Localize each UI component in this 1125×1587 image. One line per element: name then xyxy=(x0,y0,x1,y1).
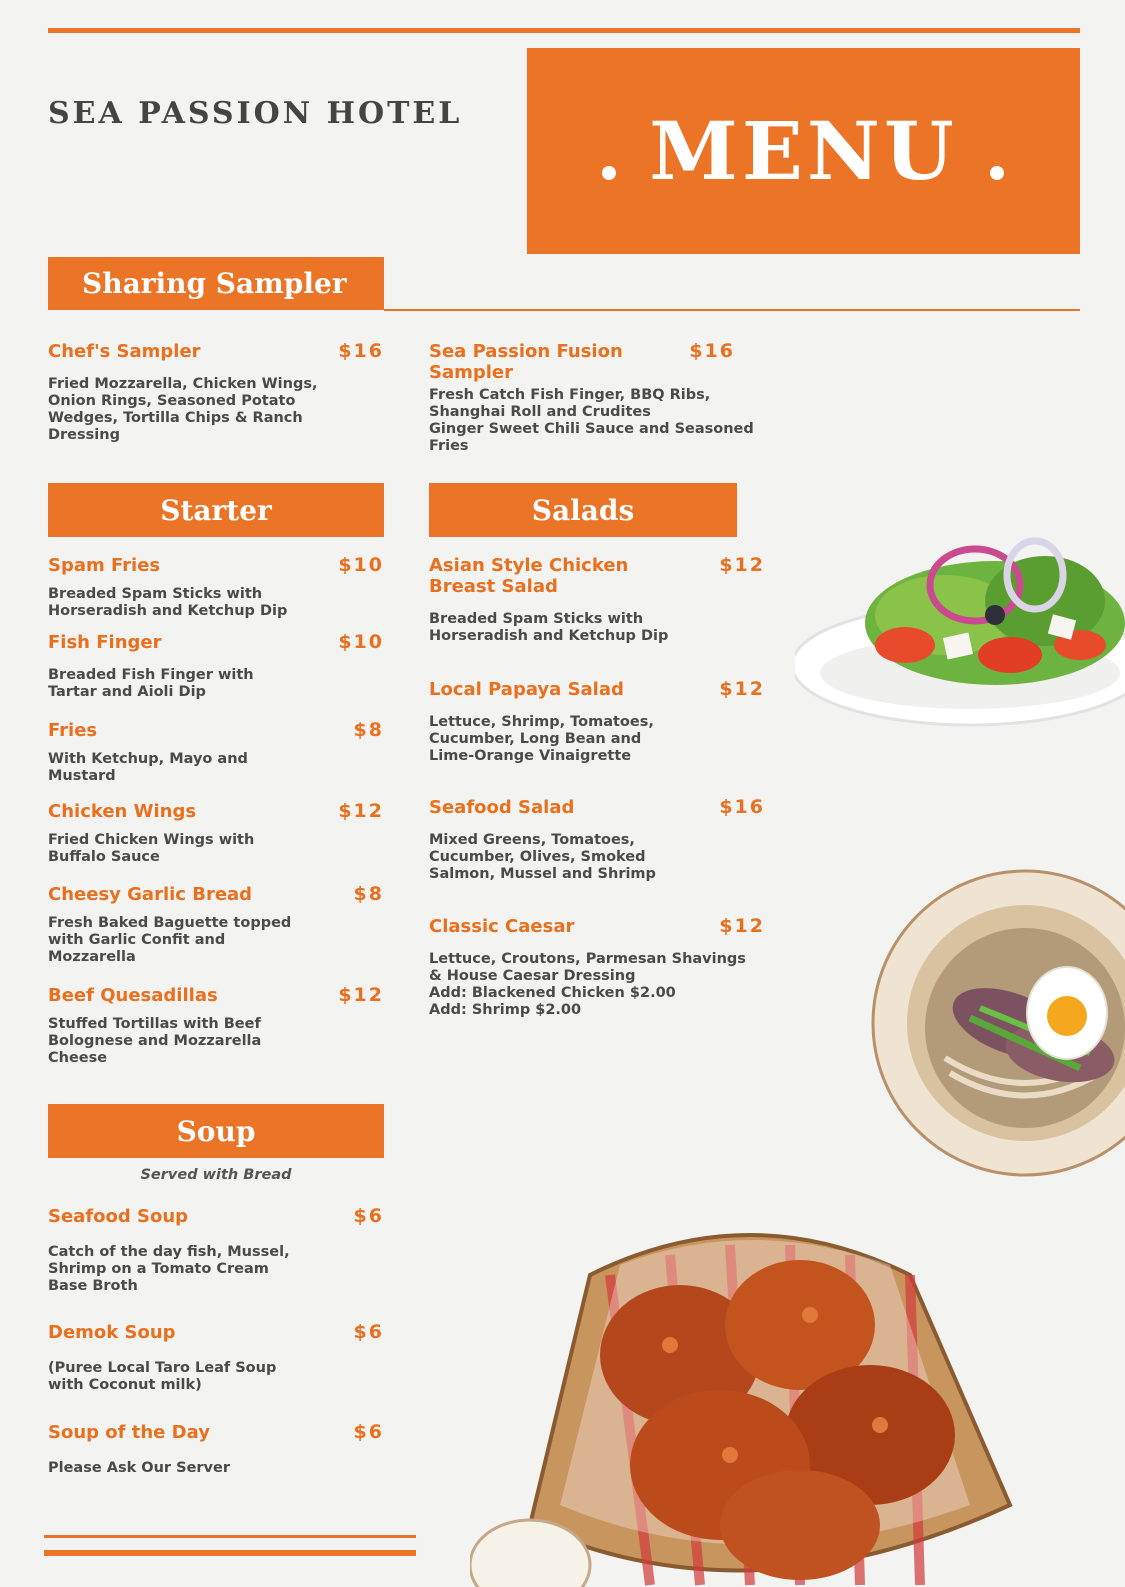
item-description: Breaded Spam Sticks with Horseradish and Ketchup Dip xyxy=(429,611,669,644)
menu-item-sea-passion-fusion-sampler xyxy=(429,341,767,455)
item-name: Fish Finger xyxy=(48,632,162,653)
sharing-rule xyxy=(384,309,1080,311)
item-description: Lettuce, Shrimp, Tomatoes, Cucumber, Long Bean and Lime-Orange Vinaigrette xyxy=(429,714,654,764)
menu-item-cheesy-garlic-bread xyxy=(48,884,384,966)
item-description: Fresh Catch Fish Finger, BBQ Ribs, Shanghai Roll and Crudites Ginger Sweet Chili Sauce and Seasoned Fries xyxy=(429,387,754,454)
item-price: $12 xyxy=(719,554,765,576)
item-description: Please Ask Our Server xyxy=(48,1460,230,1476)
menu-dot-right xyxy=(990,166,1004,180)
soup-note: Served with Bread xyxy=(140,1167,292,1183)
item-price: $12 xyxy=(338,984,384,1006)
item-description: Breaded Fish Finger with Tartar and Aioli Dip xyxy=(48,667,254,700)
item-description: Catch of the day fish, Mussel, Shrimp on a Tomato Cream Base Broth xyxy=(48,1244,290,1294)
menu-item-beef-quesadillas xyxy=(48,985,384,1067)
menu-item-seafood-salad xyxy=(429,797,765,883)
salad-bowl-illustration xyxy=(795,505,1125,745)
item-description: (Puree Local Taro Leaf Soup with Coconut milk) xyxy=(48,1360,277,1393)
menu-item-fish-finger xyxy=(48,632,384,701)
menu-item-chicken-wings xyxy=(48,801,384,866)
item-price: $12 xyxy=(719,678,765,700)
menu-item-demok-soup xyxy=(48,1322,384,1394)
item-price: $12 xyxy=(338,800,384,822)
item-price: $12 xyxy=(719,915,765,937)
section-header-sharing-sampler xyxy=(48,257,384,310)
item-name: Demok Soup xyxy=(48,1322,176,1343)
menu-item-spam-fries xyxy=(48,555,384,620)
menu-title: MENU xyxy=(649,104,958,198)
item-name: Local Papaya Salad xyxy=(429,679,624,700)
section-header-salads xyxy=(429,483,737,537)
item-description: Breaded Spam Sticks with Horseradish and Ketchup Dip xyxy=(48,586,288,619)
section-title: Starter xyxy=(160,493,272,527)
item-name: Chef's Sampler xyxy=(48,341,201,362)
section-title: Sharing Sampler xyxy=(82,267,347,300)
section-header-starter xyxy=(48,483,384,537)
item-name: Soup of the Day xyxy=(48,1422,210,1443)
item-name: Asian Style Chicken Breast Salad xyxy=(429,555,629,597)
item-name: Beef Quesadillas xyxy=(48,985,218,1006)
item-name: Sea Passion Fusion Sampler xyxy=(429,341,623,383)
section-title: Salads xyxy=(531,493,635,527)
menu-item-seafood-soup xyxy=(48,1206,384,1295)
bottom-rule-thick xyxy=(44,1550,416,1556)
item-name: Cheesy Garlic Bread xyxy=(48,884,253,905)
item-price: $16 xyxy=(689,340,735,362)
item-price: $10 xyxy=(338,631,384,653)
section-header-soup xyxy=(48,1104,384,1158)
item-price: $6 xyxy=(353,1421,384,1443)
menu-item-fries xyxy=(48,720,384,785)
item-price: $16 xyxy=(338,340,384,362)
hotel-name: SEA PASSION HOTEL xyxy=(48,96,463,131)
top-rule xyxy=(48,28,1080,33)
menu-dot-left xyxy=(602,166,616,180)
item-description: Stuffed Tortillas with Beef Bolognese and Mozzarella Cheese xyxy=(48,1016,262,1066)
item-price: $16 xyxy=(719,796,765,818)
menu-item-classic-caesar xyxy=(429,916,765,1019)
item-price: $8 xyxy=(353,883,384,905)
item-price: $8 xyxy=(353,719,384,741)
item-description: With Ketchup, Mayo and Mustard xyxy=(48,751,248,784)
item-price: $6 xyxy=(353,1321,384,1343)
item-name: Seafood Salad xyxy=(429,797,575,818)
noodle-soup-bowl-illustration xyxy=(860,868,1125,1178)
item-name: Classic Caesar xyxy=(429,916,575,937)
item-description: Fried Mozzarella, Chicken Wings, Onion Rings, Seasoned Potato Wedges, Tortilla Chips & Ranch Dressing xyxy=(48,376,318,443)
item-name: Chicken Wings xyxy=(48,801,197,822)
fried-chicken-basket-illustration xyxy=(470,1205,1030,1587)
item-description: Fresh Baked Baguette topped with Garlic Confit and Mozzarella xyxy=(48,915,292,965)
item-name: Spam Fries xyxy=(48,555,161,576)
menu-item-local-papaya-salad xyxy=(429,679,765,765)
section-title: Soup xyxy=(176,1114,256,1148)
bottom-rule-thin xyxy=(44,1535,416,1538)
menu-item-asian-style-chicken-breast-salad xyxy=(429,555,765,645)
item-price: $6 xyxy=(353,1205,384,1227)
menu-item-soup-of-the-day xyxy=(48,1422,384,1477)
item-description: Fried Chicken Wings with Buffalo Sauce xyxy=(48,832,255,865)
item-description: Lettuce, Croutons, Parmesan Shavings & House Caesar Dressing Add: Blackened Chicken $2.00 Add: Shrimp $2.00 xyxy=(429,951,746,1018)
menu-item-chefs-sampler xyxy=(48,341,384,444)
item-name: Seafood Soup xyxy=(48,1206,189,1227)
item-description: Mixed Greens, Tomatoes, Cucumber, Olives, Smoked Salmon, Mussel and Shrimp xyxy=(429,832,656,882)
item-name: Fries xyxy=(48,720,98,741)
menu-title-banner xyxy=(527,48,1080,254)
item-price: $10 xyxy=(338,554,384,576)
